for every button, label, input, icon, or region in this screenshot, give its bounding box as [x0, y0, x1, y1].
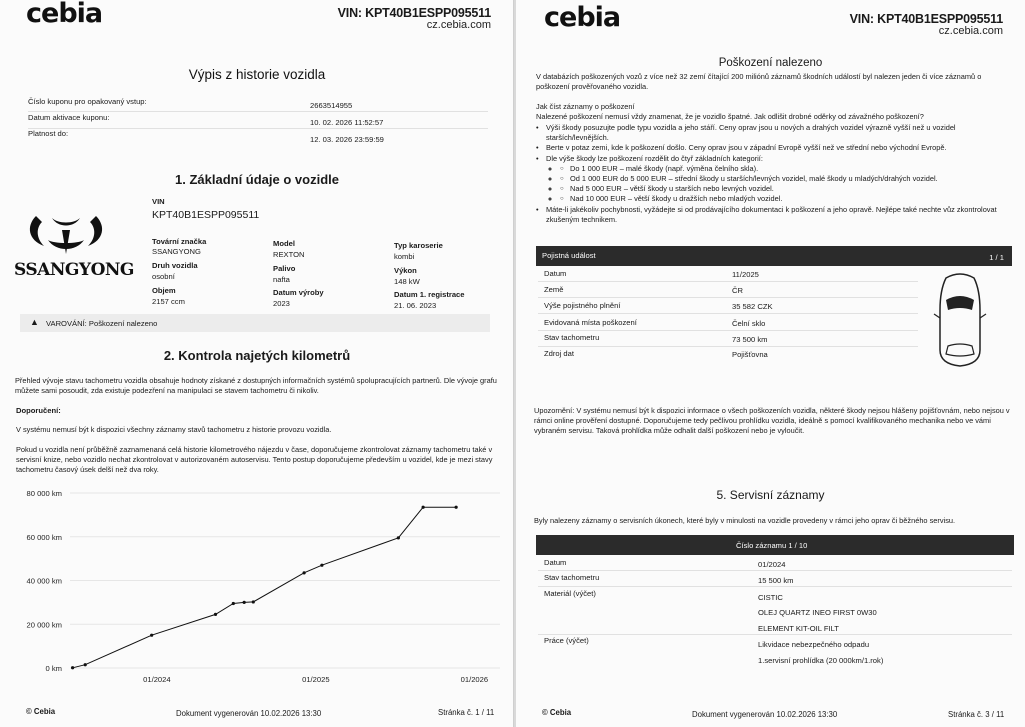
warning-text: VAROVÁNÍ: Poškození nalezeno	[46, 319, 158, 328]
divider	[538, 570, 1012, 571]
data-point	[455, 506, 458, 509]
event-odometer-label: Stav tachometru	[544, 333, 600, 342]
category-item: ○ ◦ Do 1 000 EUR – malé škody (např. výměna čelního skla).	[560, 164, 1016, 174]
event-date-label: Datum	[544, 269, 567, 278]
damage-categories	[560, 164, 1016, 205]
coupon-label: Číslo kuponu pro opakovaný vstup:	[28, 97, 147, 106]
cebia-logo: cebia	[26, 0, 103, 29]
insurance-event-title: Pojistná událost	[542, 251, 596, 260]
insurance-event-count: 1 / 1	[989, 253, 1004, 262]
coupon-activation-value: 10. 02. 2026 11:52:57	[310, 118, 384, 127]
spec-power-value: 148 kW	[394, 277, 420, 286]
service-work-item: 1.servisní prohlídka (20 000km/1.rok)	[758, 656, 884, 665]
spec-body-value: kombi	[394, 252, 415, 261]
divider	[538, 297, 918, 298]
x-tick-label: 01/2024	[143, 675, 171, 684]
car-damage-diagram-icon	[930, 270, 990, 370]
section-basic-info-title: 1. Základní údaje o vozidle	[175, 172, 339, 187]
divider	[538, 634, 1012, 635]
service-material-value: CISTIC	[758, 593, 783, 602]
warning-icon: ▲	[30, 317, 39, 327]
spec-volume-value: 2157 ccm	[152, 297, 185, 306]
coupon-value: 2663514955	[310, 101, 353, 110]
data-point	[243, 601, 246, 604]
service-work-label: Práce (výčet)	[544, 636, 589, 645]
service-record-bar	[536, 535, 1014, 555]
data-point	[214, 613, 217, 616]
footer-generated: Dokument vygenerován 10.02.2026 13:30	[692, 710, 838, 719]
footer-generated: Dokument vygenerován 10.02.2026 13:30	[176, 709, 322, 718]
damage-title: Poškození nalezeno	[718, 57, 823, 69]
section-mileage-title: 2. Kontrola najetých kilometrů	[163, 348, 351, 363]
service-date-label: Datum	[544, 558, 567, 567]
service-odometer-value: 15 500 km	[758, 576, 794, 585]
service-material-item: OLEJ QUARTZ INEO FIRST 0W30	[758, 608, 877, 617]
how-to-read-question: Nalezené poškození nemusí vždy znamenat, že je vozidlo špatné. Jak odlišit drobné oděrky od závažného poškození?	[536, 112, 924, 121]
event-source-value: Pojišťovna	[732, 350, 768, 359]
ssangyong-logo	[14, 210, 134, 285]
event-damage-location-value: Čelní sklo	[732, 319, 766, 328]
category-item: ○ ◦ Od 1 000 EUR do 5 000 EUR – střední škody u starších/levných vozidel, malé škody u mladých/drahých vozidel.	[560, 174, 1016, 184]
chart-x-ticks	[143, 675, 488, 684]
service-intro: Byly nalezeny záznamy o servisních úkonech, které byly v minulosti na vozidle provedeny v rámci jeho oprav či běžného servisu.	[534, 516, 956, 525]
guidance-item-text: Dle výše škody lze poškození rozdělit do čtyř základních kategorií:	[546, 153, 763, 163]
data-point	[422, 506, 425, 509]
mileage-line	[73, 507, 457, 668]
spec-fuel-label: Palivo	[273, 264, 296, 273]
data-point	[397, 536, 400, 539]
divider	[538, 586, 1012, 587]
chart-y-ticks	[27, 489, 62, 673]
footer-brand: © Cebia	[542, 708, 572, 717]
divider	[538, 330, 918, 331]
spec-production-label: Datum výroby	[273, 288, 324, 297]
divider	[538, 346, 918, 347]
service-odometer-label: Stav tachometru	[544, 573, 600, 582]
spec-volume-label: Objem	[152, 286, 176, 295]
data-point	[252, 600, 255, 603]
data-point	[150, 634, 153, 637]
spec-registration-value: 21. 06. 2023	[394, 301, 437, 310]
report-page-3	[516, 0, 1025, 727]
recommendation-text-1: V systému nemusí být k dispozici všechny záznamy stavů tachometru z historie provozu vozidla.	[16, 425, 332, 434]
site-url: cz.cebia.com	[938, 25, 1003, 37]
y-tick-label: 20 000 km	[26, 620, 62, 630]
event-country-value: ČR	[732, 286, 743, 295]
insurance-event-bar	[536, 246, 1012, 266]
footer-page-number: Stránka č. 1 / 11	[438, 708, 495, 717]
recommendation-heading: Doporučení:	[16, 406, 61, 415]
recommendation-text-2: Pokud u vozidla není průběžně zaznamenaná celá historie kilometrového nájezdu v čase, doporučujeme zkontrolovat záznamy tachometru také v servisní knize, nebo vozidlo nechat zkontrolovat v autorizovaném autoservisu. Tento postup doporučujeme především u vozidel, kde je mezi stavy tachometru časový úsek delší než dva roky.	[16, 445, 493, 475]
footer-brand: © Cebia	[26, 707, 56, 716]
guidance-item	[536, 154, 1016, 205]
category-item: ○ ◦ Nad 5 000 EUR – větší škody u starších nebo levných vozidel.	[560, 184, 1016, 194]
guidance-item: • Výši škody posuzujte podle typu vozidla a jeho stáří. Ceny oprav jsou u nových a drahých vozidel výrazně vyšší než u vozidel starších/levnějších.	[536, 123, 1016, 143]
event-odometer-value: 73 500 km	[732, 335, 768, 344]
spec-kind-label: Druh vozidla	[152, 261, 198, 270]
divider	[538, 313, 918, 314]
spec-fuel-value: nafta	[273, 275, 290, 284]
ssangyong-wordmark: SSANGYONG	[14, 260, 134, 280]
chart-grid	[70, 493, 500, 668]
y-tick-label: 40 000 km	[26, 576, 62, 586]
mileage-intro: Přehled vývoje stavu tachometru vozidla obsahuje hodnoty získané z dostupných informačních systémů spolupracujících partnerů. Dle vývoje grafu můžete sami posoudit, zda existuje podezření na manipulaci se stavem tachometru či nikoliv.	[15, 376, 497, 396]
x-tick-label: 01/2026	[460, 675, 489, 684]
page-title: Výpis z historie vozidla	[188, 67, 326, 82]
service-work-item: Likvidace nebezpečného odpadu	[758, 640, 870, 649]
vin-header: VIN: KPT40B1ESPP095511	[849, 12, 1003, 26]
data-point	[71, 666, 74, 669]
damage-intro: V databázích poškozených vozů z více než 32 zemí čítající 200 miliónů záznamů škodních událostí byl nalezen jeden či více záznamů o poškození prověřovaného vozidla.	[536, 72, 982, 92]
vin-value: KPT40B1ESPP095511	[152, 209, 260, 221]
spec-brand-label: Tovární značka	[152, 237, 207, 246]
coupon-activation-label: Datum aktivace kuponu:	[28, 113, 110, 122]
y-tick-label: 80 000 km	[26, 489, 62, 498]
vin-header: VIN: KPT40B1ESPP095511	[337, 6, 491, 20]
mileage-chart	[0, 482, 514, 690]
how-to-read-heading: Jak číst záznamy o poškození	[536, 102, 635, 111]
damage-disclaimer: Upozornění: V systému nemusí být k dispozici informace o všech poškozeních vozidla, některé škody nejsou hlášeny pojišťovnám, nebo nejsou v rámci online prověření dostupné. Doporučujeme tedy pečlivou prohlídku vozidla, ideálně s pomocí kvalifikovaného mechanika nebo ve vámi vybraném servisu. Taková prohlídka může odhalit další poškození nebo je vyloučit.	[534, 406, 1010, 436]
cebia-logo: cebia	[544, 2, 621, 33]
service-date-value: 01/2024	[758, 560, 786, 569]
category-item: ○ ◦ Nad 10 000 EUR – větší škody u dražších nebo mladých vozidel.	[560, 194, 1016, 204]
service-record-title: Číslo záznamu 1 / 10	[736, 541, 808, 550]
service-material-label: Materiál (výčet)	[544, 589, 596, 598]
service-material-item: ELEMENT KIT-OIL FILT	[758, 624, 839, 633]
event-damage-location-label: Evidovaná místa poškození	[544, 318, 637, 327]
data-point	[303, 571, 306, 574]
event-source-label: Zdroj dat	[544, 349, 574, 358]
spec-model-value: REXTON	[273, 250, 305, 259]
event-country-label: Země	[544, 285, 564, 294]
divider	[28, 111, 488, 112]
validity-label: Platnost do:	[28, 129, 69, 138]
spec-kind-value: osobní	[152, 272, 175, 281]
divider	[28, 128, 488, 129]
section-service-title: 5. Servisní záznamy	[716, 488, 825, 502]
event-date-value: 11/2025	[732, 270, 759, 279]
x-tick-label: 01/2025	[302, 675, 330, 684]
spec-power-label: Výkon	[394, 266, 417, 275]
data-point	[84, 663, 87, 666]
spec-brand-value: SSANGYONG	[152, 247, 201, 256]
warning-banner	[20, 314, 490, 332]
data-point	[320, 564, 323, 567]
vin-label: VIN	[152, 197, 165, 206]
y-tick-label: 60 000 km	[26, 532, 62, 542]
guidance-item: • Berte v potaz zemi, kde k poškození došlo. Ceny oprav jsou v západní Evropě vyšší než ve střední nebo východní Evropě.	[536, 143, 1016, 153]
data-point	[232, 602, 235, 605]
spec-production-value: 2023	[273, 299, 290, 308]
footer-page-number: Stránka č. 3 / 11	[948, 710, 1005, 719]
y-tick-label: 0 km	[45, 664, 62, 673]
event-payout-label: Výše pojistného plnění	[544, 301, 621, 310]
spec-registration-label: Datum 1. registrace	[394, 290, 465, 299]
site-url: cz.cebia.com	[426, 19, 491, 31]
spec-body-label: Typ karoserie	[394, 241, 443, 250]
divider	[538, 281, 918, 282]
spec-model-label: Model	[273, 239, 295, 248]
validity-value: 12. 03. 2026 23:59:59	[310, 135, 384, 144]
damage-guidance-list	[536, 123, 1016, 225]
event-payout-value: 35 582 CZK	[732, 302, 773, 311]
guidance-item: • Máte-li jakékoliv pochybnosti, vyžádejte si od prodávajícího dokumentaci k poškození a jeho opravě. Nejlépe také nechte vůz zkontrolovat zkušeným technikem.	[536, 205, 1016, 225]
